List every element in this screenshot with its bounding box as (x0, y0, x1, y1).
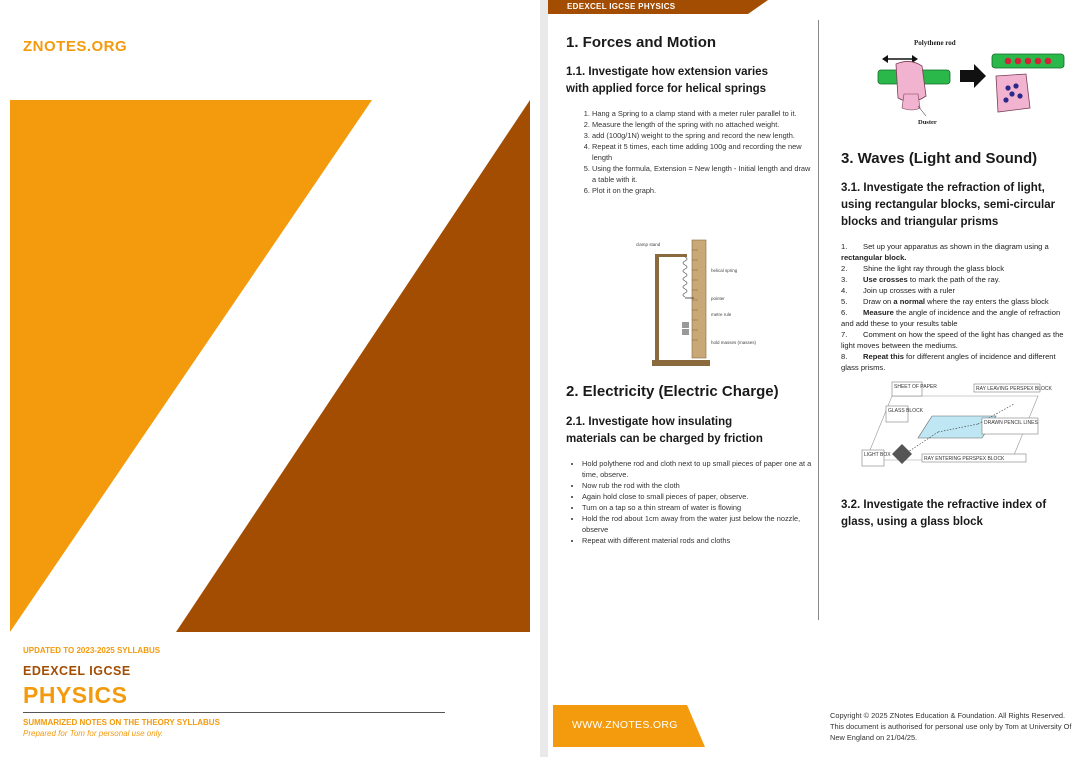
diagram-label-leaving: RAY LEAVING PERSPEX BLOCK (976, 386, 1052, 392)
figure-label-pointer: pointer (711, 296, 725, 301)
section-3-title: 3. Waves (Light and Sound) (841, 150, 1038, 167)
cover-prepared: Prepared for Tom for personal use only. (23, 729, 164, 738)
cover-subject: PHYSICS (23, 682, 128, 708)
banner-text: EDEXCEL IGCSE PHYSICS (567, 2, 676, 11)
diagram-label-entering: RAY ENTERING PERSPEX BLOCK (924, 456, 1005, 462)
list-item: • Turn on a tap so a thin stream of water is flowing (582, 502, 820, 513)
section-2-1-title (566, 414, 763, 448)
cover-summary: SUMMARIZED NOTES ON THE THEORY SYLLABUS (23, 718, 220, 727)
list-item: • Hold polythene rod and cloth next to up small pieces of paper one at a time, observe. (582, 458, 820, 480)
section-2-steps (556, 458, 820, 546)
section-3-1-title-line1: 3.1. Investigate the refraction of light, (841, 182, 1045, 194)
section-3-2-title-line1: 3.2. Investigate the refractive index of (841, 499, 1047, 511)
diagram-label-glass: GLASS BLOCK (888, 408, 924, 414)
section-2-1-title-line2: materials can be charged by friction (566, 433, 763, 445)
polythene-rod-figure (874, 36, 1070, 128)
section-3-1-title-line3: blocks and triangular prisms (841, 216, 999, 228)
spring-setup-figure (636, 236, 757, 368)
list-item: 3. Use crosses to mark the path of the ray. (841, 275, 1001, 284)
list-item: 8. Repeat this for different angles of incidence and different glass prisms. (841, 352, 1056, 372)
cover-updated: UPDATED TO 2023-2025 SYLLABUS (23, 646, 161, 655)
section-3-2-title-line2: glass, using a glass block (841, 516, 983, 528)
list-item: 4. Join up crosses with a ruler (841, 286, 956, 295)
cover-art (10, 100, 530, 632)
figure-label-spring: helical spring (711, 268, 738, 273)
section-1-1-title-line1: 1.1. Investigate how extension varies (566, 66, 768, 78)
list-item: 5. Draw on a normal where the ray enters the glass block (841, 297, 1049, 306)
figure-label-masses: hold masses (masses) (711, 340, 757, 345)
section-1-1-title-line2: with applied force for helical springs (566, 83, 767, 95)
section-2-1-title-line1: 2.1. Investigate how insulating (566, 416, 733, 428)
section-1-steps (566, 108, 814, 196)
list-item: 6. Measure the angle of incidence and the angle of refraction and add these to your results table (841, 308, 1061, 328)
list-item: • Repeat with different material rods and cloths (582, 535, 820, 546)
cover-board: EDEXCEL IGCSE (23, 664, 131, 678)
figure-label-rule: metre rule (711, 312, 732, 317)
list-item: 6. Plot it on the graph. (592, 185, 814, 196)
section-3-2-title (841, 497, 1046, 531)
list-item: • Hold the rod about 1cm away from the water just below the nozzle, observe (582, 513, 820, 535)
copyright-text: Copyright © 2025 ZNotes Education & Foundation. All Rights Reserved. This document is authorised for personal use only by Tom at University Of New England on 21/04/25. (830, 711, 1072, 742)
list-item: • Again hold close to small pieces of paper, observe. (582, 491, 820, 502)
list-item: 2. Measure the length of the spring with no attached weight. (592, 119, 814, 130)
content-page (548, 0, 1080, 757)
figure-label-clamp: clamp stand (636, 242, 661, 247)
rod-label: Polythene rod (914, 39, 956, 47)
list-item: 2. Shine the light ray through the glass block (841, 264, 1004, 273)
cloth-label: Duster (918, 119, 937, 126)
section-3-steps (841, 241, 1069, 373)
list-item: 5. Using the formula, Extension = New length - Initial length and draw a table with it. (592, 163, 814, 185)
diagram-label-light: LIGHT BOX (864, 452, 891, 458)
section-3-1-title (841, 180, 1055, 231)
list-item: 7. Comment on how the speed of the light has changed as the light moves between the mediums. (841, 330, 1064, 350)
section-1-title: 1. Forces and Motion (566, 34, 717, 51)
list-item: 3. add (100g/1N) weight to the spring and record the new length. (592, 130, 814, 141)
section-3-1-title-line2: using rectangular blocks, semi-circular (841, 199, 1056, 211)
list-item: 1. Hang a Spring to a clamp stand with a meter ruler parallel to it. (592, 108, 814, 119)
diagram-label-sheet: SHEET OF PAPER (894, 384, 937, 390)
header-banner (548, 0, 768, 14)
cover-brand: ZNOTES.ORG (23, 38, 128, 55)
website-link[interactable]: WWW.ZNOTES.ORG (572, 719, 678, 731)
section-2-title: 2. Electricity (Electric Charge) (566, 383, 779, 400)
diagram-label-pencil: DRAWN PENCIL LINES (984, 420, 1038, 426)
section-1-1-title (566, 64, 768, 98)
list-item: 4. Repeat it 5 times, each time adding 100g and recording the new length (592, 141, 814, 163)
list-item: 1. Set up your apparatus as shown in the diagram using a rectangular block. (841, 242, 1049, 262)
refraction-diagram (862, 380, 1052, 484)
list-item: • Now rub the rod with the cloth (582, 480, 820, 491)
cover-divider (23, 712, 445, 713)
